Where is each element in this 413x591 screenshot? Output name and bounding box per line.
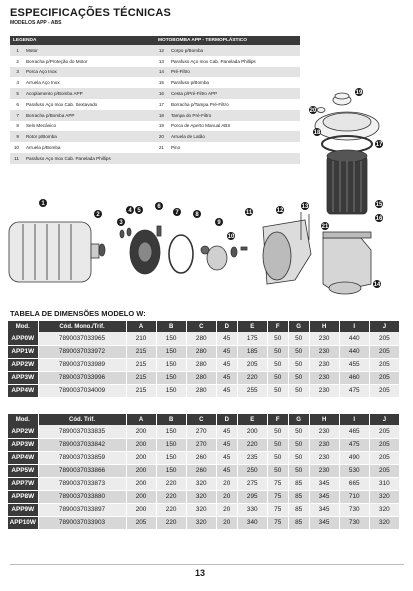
dimension-cell: 320 xyxy=(369,490,399,503)
legend-label: Porca Aço Inox xyxy=(24,67,155,78)
legend-number: 11 xyxy=(10,153,24,164)
dimension-cell: 50 xyxy=(267,371,288,384)
legend-label: Porca de Aperto Manual ABS xyxy=(170,123,231,129)
dimension-cell: 280 xyxy=(186,384,216,397)
dimension-cell: 230 xyxy=(309,332,339,345)
dimension-cell: 50 xyxy=(267,464,288,477)
dimension-cell: 200 xyxy=(126,490,156,503)
dimensions-table-mono-trif xyxy=(8,321,400,398)
legend-number: 7 xyxy=(10,110,24,121)
dimension-cell: 200 xyxy=(126,477,156,490)
dimension-cell: 215 xyxy=(126,371,156,384)
dimension-cell: 475 xyxy=(339,384,369,397)
legend-number: 9 xyxy=(10,131,24,142)
callout-4: 4 xyxy=(128,208,132,214)
legend-label: Borracha p/Proteção do Motor xyxy=(25,58,88,64)
column-header: B xyxy=(156,414,186,425)
dimensions-table-trif xyxy=(8,414,400,530)
code-cell: 7890037033989 xyxy=(38,358,126,371)
dimension-cell: 320 xyxy=(186,516,216,529)
legend-label: Arruela p/Bomba xyxy=(25,145,61,151)
dimension-cell: 340 xyxy=(237,516,267,529)
legend-row xyxy=(10,110,300,121)
legend-number: 4 xyxy=(16,80,19,86)
legend-label: Arruela Aço Inox xyxy=(25,80,60,86)
column-header: F xyxy=(267,414,288,425)
callout-2: 2 xyxy=(96,212,100,218)
dimension-cell: 330 xyxy=(237,503,267,516)
table-row xyxy=(8,332,400,345)
dimension-cell: 230 xyxy=(309,371,339,384)
legend-row xyxy=(10,99,300,110)
table-row xyxy=(8,358,400,371)
dimension-cell: 50 xyxy=(267,425,288,438)
dimension-cell: 75 xyxy=(267,490,288,503)
column-header: A xyxy=(126,414,156,425)
legend-row xyxy=(10,56,300,67)
legend-label: Corpo p/Bomba xyxy=(169,45,300,56)
dimension-cell: 150 xyxy=(156,384,186,397)
dimension-cell: 270 xyxy=(186,438,216,451)
code-cell: 7890037033965 xyxy=(38,332,126,345)
model-cell: APP0W xyxy=(8,332,38,345)
legend-row xyxy=(10,131,300,142)
dimension-cell: 220 xyxy=(237,371,267,384)
table-row xyxy=(8,451,400,464)
code-cell: 7890037034009 xyxy=(38,384,126,397)
dimension-cell: 280 xyxy=(186,345,216,358)
table-row xyxy=(8,516,400,529)
code-cell: 7890037033897 xyxy=(38,503,126,516)
dimension-cell: 230 xyxy=(309,438,339,451)
dimension-cell: 220 xyxy=(156,516,186,529)
dimension-cell: 230 xyxy=(309,425,339,438)
legend-number: 20 xyxy=(155,131,169,142)
code-cell: 7890037033996 xyxy=(38,371,126,384)
callout-20: 20 xyxy=(309,108,317,114)
legend-number: 18 xyxy=(155,110,169,121)
dimension-cell: 345 xyxy=(309,477,339,490)
dimension-cell: 150 xyxy=(156,345,186,358)
dimension-cell: 280 xyxy=(186,371,216,384)
dimension-cell: 215 xyxy=(126,384,156,397)
dimension-cell: 220 xyxy=(156,477,186,490)
legend-row xyxy=(10,121,300,132)
column-header: G xyxy=(288,321,309,332)
dimension-cell: 280 xyxy=(186,358,216,371)
model-cell: APP5W xyxy=(8,464,38,477)
code-cell: 7890037033880 xyxy=(38,490,126,503)
dimension-cell: 45 xyxy=(216,438,237,451)
dimension-cell: 45 xyxy=(216,464,237,477)
motor-illustration xyxy=(9,222,91,282)
dimension-cell: 230 xyxy=(309,345,339,358)
callout-7: 7 xyxy=(175,210,179,216)
dimension-cell: 50 xyxy=(288,384,309,397)
column-header: D xyxy=(216,414,237,425)
model-cell: APP4W xyxy=(8,451,38,464)
dimension-cell: 255 xyxy=(237,384,267,397)
dimension-cell: 50 xyxy=(288,425,309,438)
dimension-cell: 50 xyxy=(267,438,288,451)
code-cell: 7890037033835 xyxy=(38,425,126,438)
dimension-cell: 150 xyxy=(156,371,186,384)
dimension-cell: 75 xyxy=(267,516,288,529)
column-header: E xyxy=(237,414,267,425)
legend-label: Rotor p/Bomba xyxy=(24,131,155,142)
dimension-cell: 50 xyxy=(288,451,309,464)
dimension-cell: 45 xyxy=(216,425,237,438)
dimension-cell: 280 xyxy=(186,332,216,345)
column-header: C xyxy=(186,414,216,425)
dimension-cell: 295 xyxy=(237,490,267,503)
column-header: E xyxy=(237,321,267,332)
dimension-cell: 200 xyxy=(126,451,156,464)
legend-label: Borracha p/Bomba APP xyxy=(24,110,155,121)
column-header: B xyxy=(156,321,186,332)
dimension-cell: 320 xyxy=(186,490,216,503)
dimension-cell: 205 xyxy=(369,384,399,397)
dimension-cell: 45 xyxy=(216,371,237,384)
code-cell: 7890037033842 xyxy=(38,438,126,451)
dimension-cell: 205 xyxy=(369,332,399,345)
legend-number xyxy=(155,153,169,164)
legend-number: 21 xyxy=(158,145,164,151)
column-header: H xyxy=(309,321,339,332)
code-cell: 7890037033903 xyxy=(38,516,126,529)
column-header: J xyxy=(369,414,399,425)
dimension-cell: 150 xyxy=(156,332,186,345)
legend-number: 17 xyxy=(158,101,164,107)
legend-number: 19 xyxy=(158,123,164,129)
column-header: Cód. Trif. xyxy=(38,414,126,425)
dimension-cell: 490 xyxy=(339,451,369,464)
dimension-cell: 230 xyxy=(309,451,339,464)
dimension-cell: 75 xyxy=(267,477,288,490)
column-header: I xyxy=(339,414,369,425)
legend-number: 10 xyxy=(13,145,19,151)
dimension-cell: 320 xyxy=(186,477,216,490)
dimension-cell: 45 xyxy=(216,451,237,464)
code-cell: 7890037033859 xyxy=(38,451,126,464)
dimension-cell: 200 xyxy=(126,503,156,516)
model-cell: APP2W xyxy=(8,425,38,438)
dimension-cell: 185 xyxy=(237,345,267,358)
legend-label: Parafuso p/Bomba xyxy=(170,80,209,86)
dimension-cell: 260 xyxy=(186,451,216,464)
table-row xyxy=(8,425,400,438)
dimension-cell: 20 xyxy=(216,490,237,503)
column-header: F xyxy=(267,321,288,332)
column-header: Mod. xyxy=(8,321,38,332)
dimension-cell: 345 xyxy=(309,490,339,503)
column-header: D xyxy=(216,321,237,332)
dimension-cell: 150 xyxy=(156,464,186,477)
legend-label: Acoplamento p/Bomba APP xyxy=(24,88,155,99)
dimension-cell: 230 xyxy=(309,358,339,371)
callout-1: 1 xyxy=(41,201,45,207)
dimension-cell: 230 xyxy=(309,464,339,477)
callout-16: 16 xyxy=(375,216,383,222)
dimension-cell: 215 xyxy=(126,345,156,358)
legend-number: 6 xyxy=(16,101,19,107)
legend-label: Cesta p/Pré-Filtro APP xyxy=(169,88,300,99)
model-cell: APP2W xyxy=(8,358,38,371)
legend-row xyxy=(10,67,300,78)
callout-11: 11 xyxy=(245,210,253,216)
legend-model-header: MOTOBOMBA APP - TERMOPLÁSTICO xyxy=(155,36,300,45)
legend-number: 15 xyxy=(158,80,164,86)
dimension-cell: 440 xyxy=(339,332,369,345)
model-cell: APP3W xyxy=(8,438,38,451)
dimension-cell: 85 xyxy=(288,477,309,490)
footer-divider xyxy=(10,564,404,565)
legend-label: Selo Mecânico xyxy=(25,123,57,129)
dimension-cell: 205 xyxy=(369,358,399,371)
callout-13: 13 xyxy=(301,204,309,210)
callout-9: 9 xyxy=(217,220,221,226)
callout-12: 12 xyxy=(276,208,284,214)
dimension-cell: 210 xyxy=(126,332,156,345)
dimension-cell: 465 xyxy=(339,425,369,438)
dimension-cell: 665 xyxy=(339,477,369,490)
dimension-cell: 320 xyxy=(186,503,216,516)
dimension-cell: 260 xyxy=(186,464,216,477)
legend-label: Borracha p/Tampa Pré-Filtro xyxy=(170,101,229,107)
dimension-cell: 50 xyxy=(267,384,288,397)
legend-row xyxy=(10,153,300,164)
code-cell: 7890037033866 xyxy=(38,464,126,477)
model-cell: APP7W xyxy=(8,477,38,490)
pump-assembly-diagram xyxy=(5,192,405,302)
dimension-cell: 345 xyxy=(309,516,339,529)
dimension-cell: 150 xyxy=(156,358,186,371)
page-subtitle: MODELOS APP - ABS xyxy=(10,20,62,26)
dimension-cell: 150 xyxy=(156,451,186,464)
dimension-cell: 50 xyxy=(267,345,288,358)
legend-label: Parafuso Aço Inox Cab. Sextavado xyxy=(25,101,98,107)
dimension-cell: 455 xyxy=(339,358,369,371)
legend-number: 3 xyxy=(10,67,24,78)
dimension-cell: 200 xyxy=(126,425,156,438)
dimension-cell: 475 xyxy=(339,438,369,451)
callout-17: 17 xyxy=(375,142,383,148)
table-row xyxy=(8,345,400,358)
column-header: I xyxy=(339,321,369,332)
column-header: C xyxy=(186,321,216,332)
table-row xyxy=(8,438,400,451)
dimension-cell: 530 xyxy=(339,464,369,477)
legend-number: 2 xyxy=(16,58,19,64)
dimension-cell: 150 xyxy=(156,438,186,451)
legend-number: 8 xyxy=(16,123,19,129)
legend-row xyxy=(10,142,300,153)
legend-label xyxy=(169,153,300,164)
dimension-cell: 235 xyxy=(237,451,267,464)
dimension-cell: 50 xyxy=(267,451,288,464)
dimension-cell: 50 xyxy=(288,345,309,358)
dimension-cell: 150 xyxy=(156,425,186,438)
dimension-cell: 205 xyxy=(126,516,156,529)
legend-header: LEGENDA xyxy=(10,36,155,45)
callout-3: 3 xyxy=(119,220,123,226)
page-title: ESPECIFICAÇÕES TÉCNICAS xyxy=(10,7,172,19)
legend-number: 1 xyxy=(10,45,24,56)
dimension-cell: 50 xyxy=(288,371,309,384)
callout-14: 14 xyxy=(373,282,381,288)
dimension-cell: 730 xyxy=(339,503,369,516)
legend-number: 5 xyxy=(10,88,24,99)
dimension-cell: 440 xyxy=(339,345,369,358)
model-cell: APP10W xyxy=(8,516,38,529)
legend-label: Pré-Filtro xyxy=(169,67,300,78)
legend-label: Tampa do Pré-Filtro xyxy=(169,110,300,121)
legend-table xyxy=(10,36,300,164)
dimensions-title: TABELA DE DIMENSÕES MODELO W: xyxy=(10,309,146,318)
dimension-cell: 205 xyxy=(369,425,399,438)
dimension-cell: 175 xyxy=(237,332,267,345)
brass-washer-illustration xyxy=(317,108,325,113)
model-cell: APP1W xyxy=(8,345,38,358)
legend-label: Arruela de Latão xyxy=(169,131,300,142)
dimension-cell: 85 xyxy=(288,503,309,516)
dimension-cell: 45 xyxy=(216,358,237,371)
dimension-cell: 45 xyxy=(216,384,237,397)
dimension-cell: 45 xyxy=(216,345,237,358)
legend-label: Parafuso Aço Inox Cab. Panelada Phillips xyxy=(170,58,256,64)
column-header: H xyxy=(309,414,339,425)
dimension-cell: 220 xyxy=(156,503,186,516)
model-cell: APP4W xyxy=(8,384,38,397)
dimension-cell: 320 xyxy=(369,516,399,529)
dimension-cell: 85 xyxy=(288,516,309,529)
legend-label: Parafuso Aço Inox Cab. Panelada Phillips xyxy=(24,153,155,164)
dimension-cell: 230 xyxy=(309,384,339,397)
callout-15: 15 xyxy=(375,202,383,208)
callout-5: 5 xyxy=(137,208,141,214)
legend-label: Motor xyxy=(24,45,155,56)
model-cell: APP9W xyxy=(8,503,38,516)
dimension-cell: 215 xyxy=(126,358,156,371)
legend-number: 12 xyxy=(155,45,169,56)
dimension-cell: 200 xyxy=(126,438,156,451)
dimension-cell: 220 xyxy=(237,438,267,451)
dimension-cell: 50 xyxy=(267,358,288,371)
dimension-cell: 200 xyxy=(126,464,156,477)
dimension-cell: 250 xyxy=(237,464,267,477)
dimension-cell: 50 xyxy=(288,358,309,371)
legend-body xyxy=(10,45,300,164)
model-cell: APP8W xyxy=(8,490,38,503)
column-header: A xyxy=(126,321,156,332)
dimension-cell: 320 xyxy=(369,503,399,516)
legend-number: 14 xyxy=(155,67,169,78)
legend-row xyxy=(10,88,300,99)
impeller-illustration xyxy=(207,246,227,270)
dimension-cell: 205 xyxy=(369,345,399,358)
dimension-cell: 275 xyxy=(237,477,267,490)
legend-label: Pino xyxy=(170,145,181,151)
dimension-cell: 50 xyxy=(288,438,309,451)
callout-10: 10 xyxy=(227,234,235,240)
table-row xyxy=(8,464,400,477)
dimension-cell: 205 xyxy=(237,358,267,371)
callout-8: 8 xyxy=(195,212,199,218)
legend-number: 16 xyxy=(155,88,169,99)
dimension-cell: 220 xyxy=(156,490,186,503)
dimension-cell: 50 xyxy=(288,464,309,477)
dimension-cell: 20 xyxy=(216,516,237,529)
column-header: J xyxy=(369,321,399,332)
column-header: Mod. xyxy=(8,414,38,425)
callout-19: 19 xyxy=(355,90,363,96)
model-cell: APP3W xyxy=(8,371,38,384)
dimension-cell: 310 xyxy=(369,477,399,490)
motor-rubber-illustration xyxy=(99,244,105,256)
dimension-cell: 205 xyxy=(369,438,399,451)
dimension-cell: 205 xyxy=(369,464,399,477)
dimension-cell: 85 xyxy=(288,490,309,503)
table-row xyxy=(8,503,400,516)
callout-6: 6 xyxy=(157,204,161,210)
table-row xyxy=(8,477,400,490)
callout-18: 18 xyxy=(313,130,321,136)
dimension-cell: 730 xyxy=(339,516,369,529)
dimension-cell: 50 xyxy=(288,332,309,345)
dimension-cell: 20 xyxy=(216,477,237,490)
dimension-cell: 20 xyxy=(216,503,237,516)
dimension-cell: 50 xyxy=(267,332,288,345)
column-header: G xyxy=(288,414,309,425)
table-row xyxy=(8,384,400,397)
column-header: Cód. Mono./Trif. xyxy=(38,321,126,332)
table-row xyxy=(8,490,400,503)
dimension-cell: 460 xyxy=(339,371,369,384)
page-number: 13 xyxy=(186,566,214,581)
dimension-cell: 200 xyxy=(237,425,267,438)
dimension-cell: 345 xyxy=(309,503,339,516)
legend-number: 13 xyxy=(158,58,164,64)
pump-rubber-illustration xyxy=(169,235,193,273)
code-cell: 7890037033873 xyxy=(38,477,126,490)
dimension-cell: 45 xyxy=(216,332,237,345)
dimension-cell: 710 xyxy=(339,490,369,503)
code-cell: 7890037033972 xyxy=(38,345,126,358)
dimension-cell: 270 xyxy=(186,425,216,438)
dimension-cell: 75 xyxy=(267,503,288,516)
table-row xyxy=(8,371,400,384)
legend-row xyxy=(10,45,300,56)
callout-21: 21 xyxy=(321,224,329,230)
legend-row xyxy=(10,77,300,88)
dimension-cell: 205 xyxy=(369,451,399,464)
dimension-cell: 205 xyxy=(369,371,399,384)
